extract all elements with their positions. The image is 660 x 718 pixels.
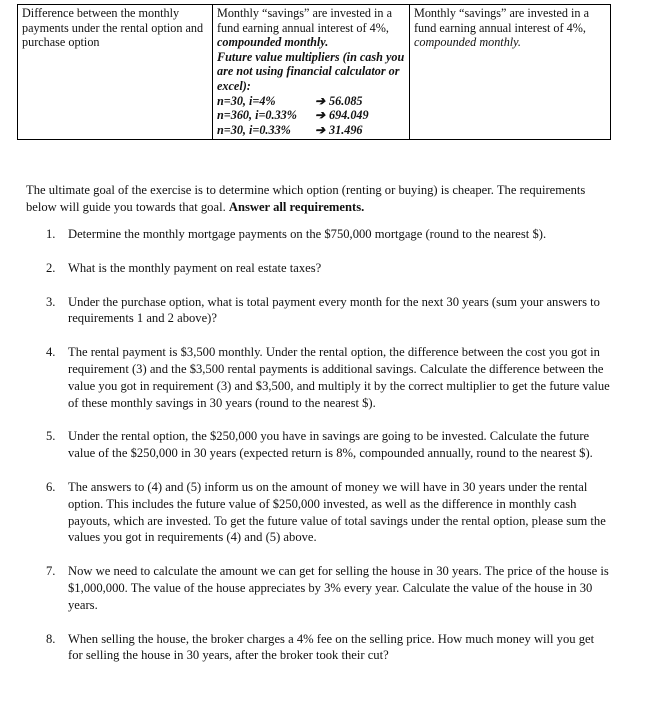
requirement-text: Determine the monthly mortgage payments on the $750,000 mortgage (round to the nearest $). xyxy=(68,227,547,241)
requirement-item xyxy=(30,563,610,613)
difference-text: Difference between the monthly payments under the rental option and purchase option xyxy=(22,6,204,50)
assumptions-table xyxy=(17,4,611,140)
multiplier-row xyxy=(217,94,405,109)
multiplier-note: Future value multipliers (in cash you are not using financial calculator or excel): xyxy=(217,49,405,93)
requirement-item xyxy=(30,260,610,277)
multiplier-value: 56.085 xyxy=(329,93,363,108)
multiplier-row xyxy=(217,108,405,123)
intro-text: The ultimate goal of the exercise is to determine which option (renting or buying) is cheaper. The requirements below will guide you towards that goal. xyxy=(26,183,586,214)
table-cell-difference xyxy=(18,5,213,140)
requirement-number: 1. xyxy=(46,227,56,241)
multiplier-params: n=360, i=0.33% xyxy=(217,108,297,123)
requirement-text: Under the purchase option, what is total payment every month for the next 30 years (sum your answers to requirements 1 and 2 above)? xyxy=(68,294,600,326)
intro-bold: Answer all requirements. xyxy=(228,200,365,214)
arrow-icon: ➔ xyxy=(314,122,326,137)
compounding-emphasis: compounded monthly. xyxy=(217,35,329,50)
requirements-list xyxy=(30,226,610,664)
requirement-number: 2. xyxy=(46,260,56,275)
compounding-emphasis: compounded monthly. xyxy=(414,35,521,50)
requirement-text: The answers to (4) and (5) inform us on the amount of money we will have in 30 years under the rental option. This includes the future value of $250,000 invested, as well as the difference in monthly cash payouts, which are invested. To get the future value of total savings under the rental option, please sum the values you got in requirements (4) and (5) above. xyxy=(68,479,606,545)
requirement-item xyxy=(30,428,610,462)
table-cell-savings-with-multipliers xyxy=(213,5,410,140)
requirement-number: 8. xyxy=(46,631,56,646)
requirement-item xyxy=(30,479,610,546)
requirement-text: The rental payment is $3,500 monthly. Under the rental option, the difference between the cost you got in requirement (3) and the $3,500 rental payments is additional savings. Calculate the difference between the value you got in requirement (3) and $3,500, and multiply it by the correct multiplier to get the future value of these monthly savings in 30 years (round to the nearest $). xyxy=(68,345,610,410)
requirement-number: 5. xyxy=(46,429,56,444)
requirement-number: 7. xyxy=(46,564,56,579)
savings-text: Monthly “savings” are invested in a fund earning annual interest of 4%, xyxy=(217,6,392,35)
requirement-text: Under the rental option, the $250,000 you have in savings are going to be invested. Calculate the future value of the $250,000 in 30 years (expected return is 8%, compounded annually, round to the nearest $). xyxy=(68,429,593,461)
multiplier-value: 694.049 xyxy=(329,108,369,123)
requirement-number: 3. xyxy=(46,294,56,309)
requirement-text: When selling the house, the broker charges a 4% fee on the selling price. How much money will you get for selling the house in 30 years, after the broker took their cut? xyxy=(68,631,595,663)
multiplier-row xyxy=(217,123,405,138)
arrow-icon: ➔ xyxy=(314,93,326,108)
savings-text: Monthly “savings” are invested in a fund earning annual interest of 4%, xyxy=(414,6,589,35)
table-cell-savings xyxy=(410,5,611,140)
arrow-icon: ➔ xyxy=(314,108,326,123)
requirement-item xyxy=(30,226,610,243)
requirement-text: What is the monthly payment on real estate taxes? xyxy=(68,260,322,275)
table-row xyxy=(18,5,611,140)
multiplier-value: 31.496 xyxy=(329,122,363,137)
multiplier-params: n=30, i=0.33% xyxy=(217,122,291,137)
requirement-item xyxy=(30,294,610,328)
requirement-number: 6. xyxy=(46,479,56,494)
requirement-number: 4. xyxy=(46,345,56,360)
multiplier-params: n=30, i=4% xyxy=(217,93,276,108)
requirement-item xyxy=(30,631,610,665)
intro-paragraph xyxy=(26,182,606,216)
requirement-text: Now we need to calculate the amount we can get for selling the house in 30 years. The price of the house is $1,000,000. The value of the house appreciates by 3% every year. Calculate the value of the house in 30 years. xyxy=(68,564,609,612)
requirement-item xyxy=(30,344,610,411)
